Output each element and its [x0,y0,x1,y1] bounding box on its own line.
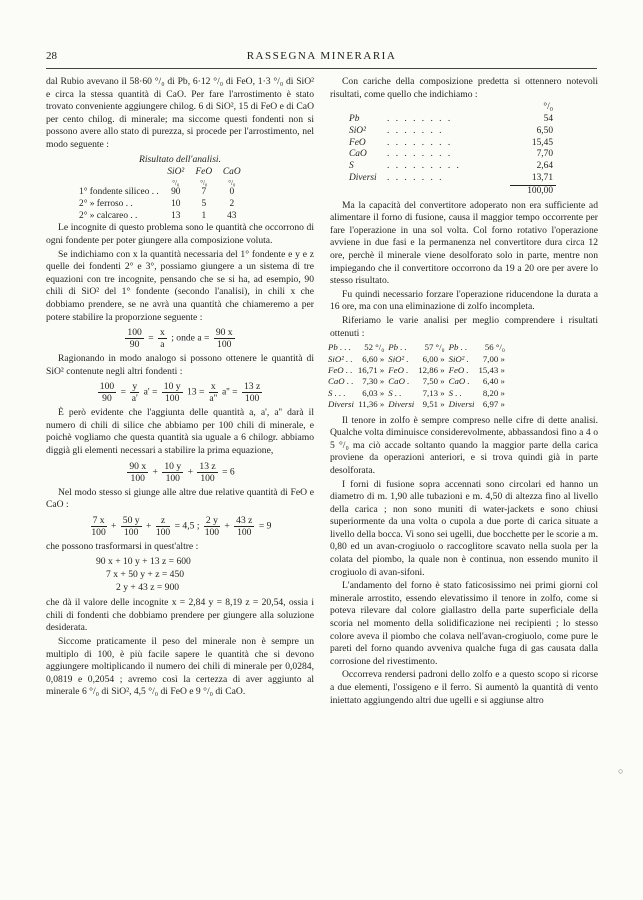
cell: 52 °/₀ [364,342,385,353]
cell: 6,00 » [422,353,445,364]
denominator: 100 [91,526,106,538]
value: 2,64 [536,161,553,172]
paragraph: Se indichiamo con x la quantità necessaria del 1° fondente e y e z quelle dei fondenti 2° e 3°, possiamo giungere a un sistema di tre equazioni con tre incognite, pensando che se si ha, ad esempio, 90 chili di SiO² del 1° fondente (secondo l'analisi), in chili x che dobbiamo prendere, se ne avrà una quantità che chiameremo a per potere stabilire la proporzione seguente : [46,248,314,323]
element: S [349,161,354,172]
cell: Pb . . [448,342,468,353]
cell: 15,43 » [478,364,505,375]
cell: 7,50 » [422,376,445,387]
numerator: 10 y [164,460,182,472]
table-row [346,149,556,161]
equation-text: 13 = [187,386,205,398]
numerator: 100 [127,327,142,339]
equation-text: = 9 [258,520,272,532]
paragraph: I forni di fusione sopra accennati sono circolari ed hanno un diametro di m. 1,90 alle tubazioni e m. 4,50 di altezza fino al livello della carica ; non sono muniti di water-jackets e sono chiusi superiormente da una volta o cupola a due porte di carica situate a livello della bocca. Vi sono sei ugelli, due bocchette per le scorie a m. 0,80 ed un avan-crogiuolo o raccoglitore scavato nella suola per la colata del piombo, la quale non è continua, non essendo munito il crogiuolo di avan-sifoni. [330,478,598,578]
col-unit: °/₀ [200,178,208,187]
numerator: 13 z [243,381,261,393]
element: Pb [349,113,360,124]
value: 6,50 [536,125,553,136]
value: 7,70 [536,149,553,160]
denominator: 100 [204,526,220,538]
equation-3 [46,461,314,484]
cell: Pb . . [388,342,407,353]
cell: Pb . . . [328,342,351,353]
leader-dots: . . . . . . . . [387,149,453,160]
table-row [76,187,246,199]
cell: 6,60 » [362,353,385,364]
cell: 7,30 » [362,376,385,387]
numerator: 43 z [236,514,253,526]
analyses-table [326,342,507,410]
cell: CaO . [388,376,410,387]
numerator: 2 y [205,514,218,526]
table-row [326,342,507,353]
equation-text: = 4,5 ; [174,520,200,532]
equals-sign: = [148,332,154,344]
table-row [76,211,246,223]
paragraph: Il tenore in zolfo è sempre compreso nelle cifre di dette analisi. Qualche volta diminuisce considerevolmente, abbassandosi fino a 4 o 5 °/₀ ma ciò accade soltanto quando la maggior parte della carica proviene da operazioni anteriori, e si trova quindi già in parte desolforata. [330,414,598,476]
cell: 10 [171,198,181,209]
value: 15,45 [531,137,553,148]
plus-sign: + [146,520,152,532]
plus-sign: + [187,466,193,478]
header-rule [46,68,597,69]
element: Diversi [349,173,377,184]
value: 13,71 [531,172,553,183]
col-unit: °/₀ [228,178,236,187]
numerator: 90 x [215,327,233,339]
col-header: FeO [195,167,213,178]
table-row [346,138,556,150]
cell: 6,40 » [482,376,505,387]
denominator: 90 [129,339,140,351]
unit-label: °/₀ [543,102,553,113]
cell: 9,51 » [422,399,445,410]
running-title: RASSEGNA MINERARIA [246,50,397,62]
total-row [346,185,556,197]
paragraph: che possono trasformarsi in quest'altre : [46,540,199,552]
cell: 57 °/₀ [424,342,445,353]
cell: FeO . [448,364,469,375]
denominator: 90 [102,393,112,405]
analysis-caption: Risultato dell'analisi. [138,153,221,165]
leader-dots: . . . . . . . [387,173,444,184]
table-row [326,376,507,387]
table-row [76,199,246,211]
row-label: 1° fondente siliceo . . [79,186,159,197]
equation-text: = [120,386,126,398]
cell: 12,86 » [418,364,445,375]
element: SiO² [349,125,366,136]
plus-sign: + [224,520,230,532]
table-row [346,126,556,138]
page-number: 28 [46,50,57,62]
cell: 7,13 » [422,387,445,398]
paragraph: Le incognite di questo problema sono le quantità che occorrono di ogni fondente per poter giungere alla composizione voluta. [46,222,314,246]
numerator: 10 y [163,381,181,393]
paragraph: Occorreva rendersi padroni dello zolfo e a questo scopo si ricorse a due elementi, l'ossigeno e il ferro. Si aumentò la quantità di vento iniettato aggiungendo altri due ugelli e si aggiunse altro [330,669,598,706]
cell: 13 [171,210,181,221]
element: FeO [349,137,366,148]
plus-sign: + [110,520,117,532]
table-row [326,399,507,410]
equation-4 [46,515,314,538]
cell: 0 [229,186,235,197]
paragraph: dal Rubio avevano il 58·60 °/₀ di Pb, 6·12 °/₀ di FeO, 1·3 °/₀ di SiO² e circa la stessa quantità di CaO. Per fare l'arrostimento è stato trovato conveniente aggiungere chilog. 6 di SiO², 15 di FeO e di CaO per cento chilog. di minerale; ma siccome questi fondenti non si possono avere allo stato di purezza, si procede per l'arrostimento, nel modo seguente : [46,76,314,150]
paragraph: Riferiamo le varie analisi per meglio comprendere i risultati ottenuti : [330,314,598,339]
paragraph: Fu quindi necessario forzare l'operazione riducendone la durata a 16 ore, ma con una eliminazione di zolfo incompleta. [330,288,598,313]
value: 54 [543,113,553,124]
denominator: 100 [244,393,260,405]
cell: SiO² . [388,353,409,364]
paragraph: Con cariche della composizione predetta si ottennero notevoli risultati, come quello che indichiamo : [330,76,598,100]
element: CaO [349,149,367,160]
col-header: SiO² [167,167,185,178]
equation-text: a'' = [222,386,238,398]
left-column [46,76,314,700]
denominator: a' [131,393,138,405]
numerator: 90 x [129,460,147,472]
table-row [346,161,556,173]
denominator: 100 [237,526,252,538]
cell: Diversi [448,399,475,410]
denominator: a'' [209,393,218,405]
numerator: 13 z [199,460,216,472]
system-line: 2 y + 43 z = 900 [116,581,180,593]
cell: 8,20 » [482,387,505,398]
paragraph: L'andamento del forno è stato faticosissimo nei primi giorni col minerale arrostito, essendo elevatissimo il tenore in zolfo, come si poteva rilevare dal colore giallastro della parte superficiale della scoria nel momento della solidificazione nei recipienti ; lo stesso colore aveva il piombo che colava nell'avan-crogiuolo, come pure le pareti del forno quando avveniva qualche fuga di gas causata dalla corrosione del rivestimento. [330,580,598,667]
paragraph: Ragionando in modo analogo si possono ottenere le quantità di SiO² contenute negli altri fondenti : [46,353,314,377]
cell: SiO² . . [328,353,353,364]
row-label: 2° » ferroso . . [79,198,133,209]
cell: SiO² . [448,353,469,364]
col-unit: °/₀ [172,178,180,187]
cell: 56 °/₀ [484,342,505,353]
leader-dots: . . . . . . . . . [387,161,461,172]
cell: S . . [448,387,462,398]
denominator: 100 [200,472,215,484]
equation-text: = 6 [222,466,235,478]
paragraph: Nel modo stesso si giunge alle altre due relative quantità di FeO e CaO : [46,486,314,511]
cell: 6,03 » [362,387,385,398]
paragraph: Ma la capacità del convertitore adoperato non era sufficiente ad alimentare il forno di fusione, causa il maggior tempo occorrente per fare l'operazione in una sol volta. Col forno rotativo l'operazione avviene in due fasi e la permanenza nel convertitore dura circa 12 ore, perchè il minerale viene desolforato solo in parte, mentre non impiegando che il convertitore occorrono da 19 a 20 ore per avere lo stesso risultato. [330,199,598,287]
cell: CaO . . [328,376,354,387]
table-row [326,354,507,365]
total-value: 100,00 [510,185,556,197]
cell: FeO . [388,364,409,375]
row-label: 2° » calcareo . . [79,210,138,221]
cell: 2 [229,198,235,209]
denominator: a [160,339,165,351]
system-line: 90 x + 10 y + 13 z = 600 [96,556,191,568]
paragraph: Siccome praticamente il peso del minerale non è sempre un multiplo di 100, è più facile sapere le quantità che si devono aggiungere moltiplicando il numero dei chili di minerale per 0,0284, 0,0819 e 0,2054 ; avremo così la certezza di aver aggiunto al minerale 6 °/₀ di SiO², 4,5 °/₀ di FeO e 9 °/₀ di CaO. [46,636,314,698]
margin-mark: ○ [618,766,624,776]
paragraph: che dà il valore delle incognite x = 2,84 y = 8,19 z = 20,54, ossia i chili di fondenti che dobbiamo prendere per giungere alla soluzione desiderata. [46,597,314,634]
table-row [346,114,556,126]
denominator: 100 [130,472,145,484]
cell: S . . [388,387,402,398]
denominator: 100 [165,472,180,484]
leader-dots: . . . . . . . [387,125,444,136]
table-row [346,173,556,185]
equation-text: a' = [143,386,158,398]
denominator: 100 [124,526,139,538]
cell: Diversi [328,399,354,410]
numerator: x [210,381,216,393]
page-header [46,50,597,66]
denominator: 100 [155,526,171,538]
denominator: 100 [165,393,180,405]
numerator: x [160,327,165,339]
numerator: 7 x [92,514,105,526]
cell: CaO . [448,376,470,387]
right-column [330,76,598,708]
cell: 90 [171,186,181,197]
equation-text: ; onde a = [171,332,210,344]
table-row [326,365,507,376]
denominator: 100 [217,339,232,351]
cell: 1 [201,210,207,221]
equation-1 [46,327,314,350]
col-header: CaO [222,167,241,178]
leader-dots: . . . . . . . . [387,137,453,148]
numerator: z [156,515,170,527]
cell: 6,97 » [482,399,505,410]
cell: 16,71 » [357,364,385,375]
numerator: 100 [99,381,115,393]
cell: 7 [201,186,207,197]
cell: Diversi [388,399,415,410]
paragraph: È però evidente che l'aggiunta delle quantità a, a', a'' darà il numero di chili di silice che abbiamo per 100 chili di minerale, e poichè vogliamo che questa quantità sia uguale a 6 chilogr. abbiamo diggià gli elementi necessari a stabilire la prima equazione, [46,407,314,457]
cell: 11,36 » [358,399,385,410]
plus-sign: + [152,466,158,478]
numerator: y [132,381,138,393]
numerator: 50 y [122,514,140,526]
composition-table [346,102,556,197]
cell: 5 [201,198,207,209]
leader-dots: . . . . . . . . [387,113,453,124]
analysis-table [76,167,246,222]
cell: 7,00 » [482,353,505,364]
cell: FeO . . [328,364,353,375]
table-row [326,388,507,399]
cell: S . . . [328,387,346,398]
cell: 43 [227,210,237,221]
equation-2 [46,381,314,404]
equation-system [96,556,314,594]
system-line: 7 x + 50 y + z = 450 [106,569,185,581]
